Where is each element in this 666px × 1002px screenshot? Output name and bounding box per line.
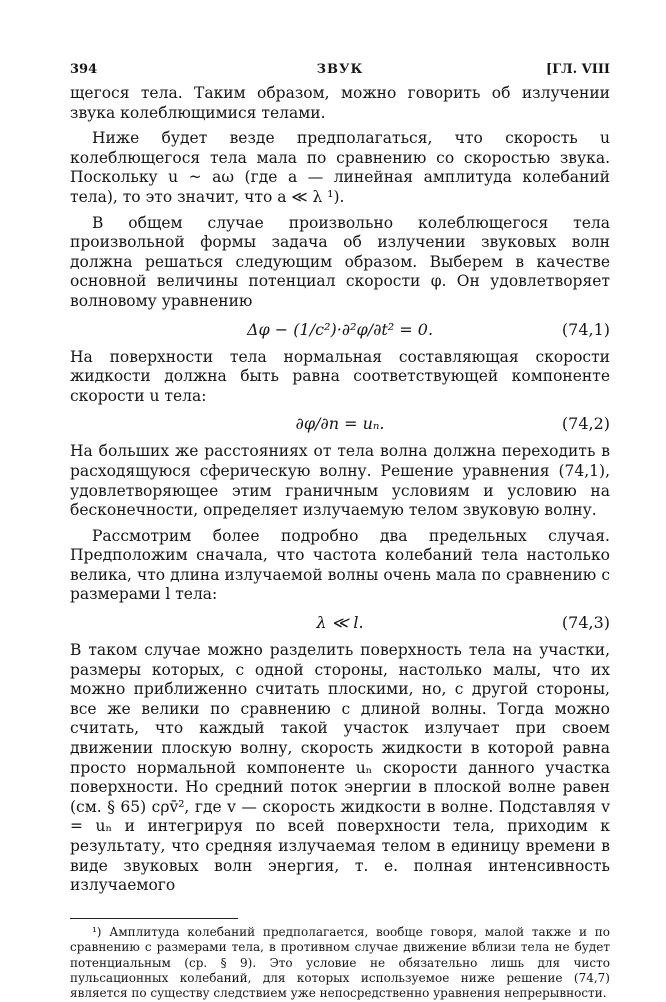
paragraph-7: В таком случае можно разделить поверхность тела на участки, размеры которых, с одной стороны, настолько малы, что их можно приближенно считать плоскими, но, с другой стороны, все же велики по сравнению с длиной волны. Тогда можно считать, что каждый такой участок излучает при своем движении плоскую волну, скорость жидкости в которой равна просто нормальной компоненте uₙ скорости данного участка поверхности. Но средний поток энергии в плоской волне равен (см. § 65) cρv̄², где v — скорость жидкости в волне. Подставляя v = uₙ и интегрируя по всей поверхности тела, приходим к результату, что средняя излучаемая телом в единицу времени в виде звуковых волн энергия, т. е. полная интенсивность излучаемого: [70, 641, 610, 895]
running-title: ЗВУК: [316, 62, 364, 77]
running-header: [70, 62, 610, 84]
footnote: ¹) Амплитуда колебаний предполагается, вообще говоря, малой также и по сравнению с размерами тела, в противном случае движение вблизи тела не будет потенциальным (ср. § 9). Это условие не обязательно лишь для чисто пульсационных колебаний, для которых используемое ниже решение (74,7) является по существу следствием уже непосредственно уравнения непрерывности.: [70, 924, 610, 1001]
paragraph-5: На больших же расстояниях от тела волна должна переходить в расходящуюся сферическую волну. Решение уравнения (74,1), удовлетворяющее этим граничным условиям и условию на бесконечности, определяет излучаемую телом звуковую волну.: [70, 442, 610, 520]
book-page: [70, 62, 610, 1002]
equation-74-2: [70, 406, 610, 442]
footnote-divider: [70, 918, 238, 925]
equation-74-1: [70, 312, 610, 348]
paragraph-2: Ниже будет везде предполагаться, что скорость u колеблющегося тела мала по сравнению со скоростью звука. Поскольку u ~ aω (где a — линейная амплитуда колебаний тела), то это значит, что a ≪ λ ¹).: [70, 129, 610, 206]
chapter-label: [ГЛ. VIII: [545, 62, 610, 77]
equation-formula: ∂φ/∂n = uₙ.: [295, 414, 385, 434]
paragraph-4: На поверхности тела нормальная составляющая скорости жидкости должна быть равна соответствующей компоненте скорости u тела:: [70, 347, 610, 405]
equation-74-3: [70, 605, 610, 641]
equation-number: (74,2): [561, 414, 610, 434]
paragraph-3: В общем случае произвольно колеблющегося тела произвольной формы задача об излучении звуковых волн должна решаться следующим образом. Выберем в качестве основной величины потенциал скорости φ. Он удовлетворяет волновому уравнению: [70, 213, 610, 310]
paragraph-6: Рассмотрим более подробно два предельных случая. Предположим сначала, что частота колебаний тела настолько велика, что длина излучаемой волны очень мала по сравнению с размерами l тела:: [70, 526, 610, 604]
equation-number: (74,3): [561, 613, 610, 633]
equation-formula: Δφ − (1/c²)·∂²φ/∂t² = 0.: [246, 319, 434, 339]
page-number: 394: [70, 62, 98, 77]
equation-formula: λ ≪ l.: [316, 613, 364, 633]
equation-number: (74,1): [561, 319, 610, 339]
paragraph-1: щегося тела. Таким образом, можно говорить об излучении звука колеблющимися телами.: [70, 84, 610, 122]
